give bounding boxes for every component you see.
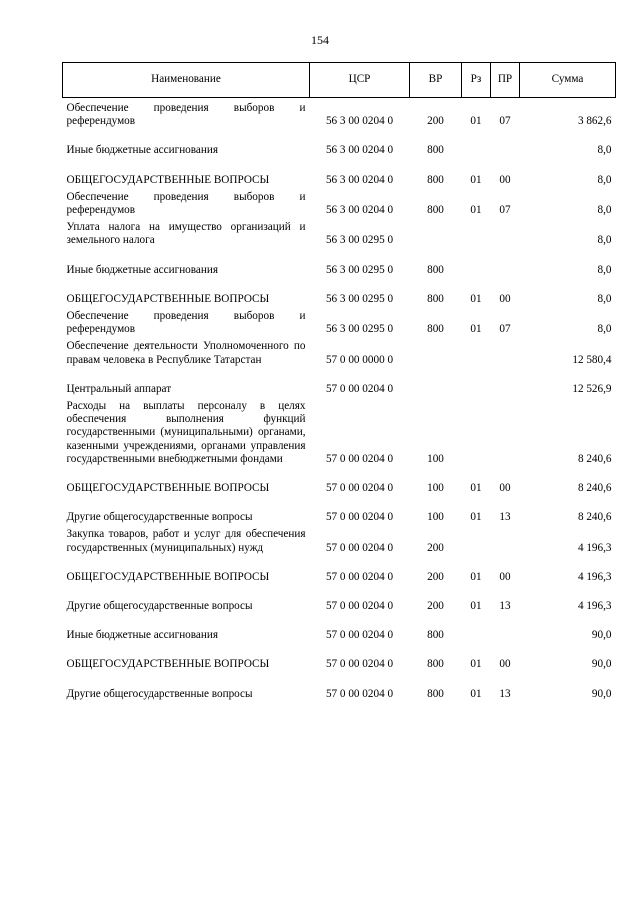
row-name: ОБЩЕГОСУДАРСТВЕННЫЕ ВОПРОСЫ xyxy=(66,658,270,671)
row-pr xyxy=(491,340,520,366)
table-row xyxy=(63,383,616,396)
table-row xyxy=(63,571,616,584)
row-rz xyxy=(462,264,491,277)
row-csr: 56 3 00 0204 0 xyxy=(325,204,394,217)
row-name: Другие общегосударственные вопросы xyxy=(66,600,253,613)
row-sum: 8,0 xyxy=(597,263,612,276)
row-pr: 00 xyxy=(499,658,511,671)
row-vr: 800 xyxy=(427,323,444,336)
row-vr: 800 xyxy=(427,144,444,157)
row-name: Расходы на выплаты персоналу в целях обеспечения выполнения функций государственными (муниципальными) органами, казенными учреждениями, органами управления государственными внебюджетными фондами xyxy=(66,400,306,465)
row-rz: 01 xyxy=(470,173,482,186)
row-csr: 57 0 00 0204 0 xyxy=(325,452,394,465)
row-sum: 8,0 xyxy=(597,323,612,336)
row-pr xyxy=(491,629,520,642)
row-rz: 01 xyxy=(470,511,482,524)
row-csr: 57 0 00 0204 0 xyxy=(325,629,394,642)
row-csr: 56 3 00 0295 0 xyxy=(325,292,394,305)
row-sum: 8,0 xyxy=(597,292,612,305)
row-csr: 57 0 00 0204 0 xyxy=(325,658,394,671)
row-sum: 8 240,6 xyxy=(577,511,612,524)
row-csr: 57 0 00 0204 0 xyxy=(325,687,394,700)
row-csr: 56 3 00 0204 0 xyxy=(325,144,394,157)
row-rz: 01 xyxy=(470,115,482,128)
row-sum: 4 196,3 xyxy=(577,570,612,583)
row-rz: 01 xyxy=(470,658,482,671)
row-sum: 3 862,6 xyxy=(577,115,612,128)
row-pr: 07 xyxy=(499,323,511,336)
table-row xyxy=(63,688,616,701)
row-vr xyxy=(410,340,462,366)
row-name: Обеспечение проведения выборов и референдумов xyxy=(66,190,306,217)
row-rz xyxy=(462,383,491,396)
row-csr: 57 0 00 0204 0 xyxy=(325,600,394,613)
row-vr xyxy=(410,383,462,396)
row-name: Другие общегосударственные вопросы xyxy=(66,511,253,524)
row-rz xyxy=(462,400,491,466)
row-name: Иные бюджетные ассигнования xyxy=(66,144,218,157)
table-row xyxy=(63,191,616,217)
row-name: Центральный аппарат xyxy=(66,382,172,395)
row-sum: 8,0 xyxy=(597,144,612,157)
row-pr: 13 xyxy=(499,600,511,613)
row-name: Иные бюджетные ассигнования xyxy=(66,263,218,276)
row-sum: 90,0 xyxy=(591,629,612,642)
table-row xyxy=(63,293,616,306)
table-row xyxy=(63,221,616,247)
row-name: ОБЩЕГОСУДАРСТВЕННЫЕ ВОПРОСЫ xyxy=(66,570,270,583)
row-vr: 200 xyxy=(427,600,444,613)
row-rz xyxy=(462,629,491,642)
table-row xyxy=(63,658,616,671)
row-pr: 13 xyxy=(499,687,511,700)
budget-table xyxy=(62,62,616,701)
row-sum: 12 526,9 xyxy=(572,382,612,395)
row-rz: 01 xyxy=(470,323,482,336)
row-csr: 56 3 00 0204 0 xyxy=(325,173,394,186)
row-name: Обеспечение деятельности Уполномоченного по правам человека в Республике Татарстан xyxy=(66,340,306,366)
row-vr: 800 xyxy=(427,204,444,217)
row-rz: 01 xyxy=(470,482,482,495)
row-csr: 56 3 00 0295 0 xyxy=(325,234,394,247)
row-csr: 56 3 00 0295 0 xyxy=(325,323,394,336)
header-pr: ПР xyxy=(491,63,520,98)
row-sum: 12 580,4 xyxy=(572,353,612,366)
row-csr: 57 0 00 0204 0 xyxy=(325,511,394,524)
header-name: Наименование xyxy=(63,63,310,98)
row-name: Обеспечение проведения выборов и референдумов xyxy=(66,310,306,336)
row-rz: 01 xyxy=(470,687,482,700)
header-sum: Сумма xyxy=(520,63,616,98)
row-rz xyxy=(462,528,491,554)
table-row xyxy=(63,482,616,495)
table-header-row xyxy=(63,63,616,98)
row-name: Другие общегосударственные вопросы xyxy=(66,687,253,700)
row-vr xyxy=(410,221,462,247)
row-vr: 800 xyxy=(427,629,444,642)
row-csr: 57 0 00 0204 0 xyxy=(325,541,394,554)
row-pr: 13 xyxy=(499,511,511,524)
row-vr: 800 xyxy=(427,263,444,276)
row-rz xyxy=(462,221,491,247)
header-rz: Рз xyxy=(462,63,491,98)
row-pr: 07 xyxy=(499,204,511,217)
row-sum: 4 196,3 xyxy=(577,541,612,554)
row-sum: 8,0 xyxy=(597,204,612,217)
row-vr: 100 xyxy=(427,452,444,465)
row-pr xyxy=(491,383,520,396)
row-sum: 8,0 xyxy=(597,173,612,186)
row-pr xyxy=(491,144,520,157)
row-rz: 01 xyxy=(470,292,482,305)
header-csr: ЦСР xyxy=(310,63,410,98)
table-row xyxy=(63,174,616,187)
row-name: ОБЩЕГОСУДАРСТВЕННЫЕ ВОПРОСЫ xyxy=(66,173,270,186)
row-csr: 56 3 00 0204 0 xyxy=(325,115,394,128)
row-pr: 07 xyxy=(499,115,511,128)
row-pr: 00 xyxy=(499,482,511,495)
row-vr: 200 xyxy=(427,570,444,583)
row-pr: 00 xyxy=(499,173,511,186)
page-number: 154 xyxy=(311,33,329,47)
row-csr: 57 0 00 0204 0 xyxy=(325,482,394,495)
row-name: Закупка товаров, работ и услуг для обеспечения государственных (муниципальных) нужд xyxy=(66,528,306,554)
table-row xyxy=(63,264,616,277)
row-sum: 8 240,6 xyxy=(577,452,612,465)
row-vr: 200 xyxy=(427,541,444,554)
row-pr xyxy=(491,221,520,247)
row-sum: 90,0 xyxy=(591,658,612,671)
row-csr: 57 0 00 0204 0 xyxy=(325,382,394,395)
table-row xyxy=(63,310,616,336)
row-rz xyxy=(462,144,491,157)
row-name: Обеспечение проведения выборов и референдумов xyxy=(66,102,306,128)
table-row xyxy=(63,629,616,642)
row-vr: 800 xyxy=(427,687,444,700)
row-csr: 56 3 00 0295 0 xyxy=(325,263,394,276)
row-pr xyxy=(491,400,520,466)
table-row xyxy=(63,400,616,466)
row-rz: 01 xyxy=(470,600,482,613)
row-sum: 90,0 xyxy=(591,687,612,700)
row-pr xyxy=(491,528,520,554)
row-sum: 8 240,6 xyxy=(577,482,612,495)
row-pr xyxy=(491,264,520,277)
row-vr: 800 xyxy=(427,292,444,305)
row-rz xyxy=(462,340,491,366)
row-pr: 00 xyxy=(499,292,511,305)
row-vr: 200 xyxy=(427,115,444,128)
row-csr: 57 0 00 0000 0 xyxy=(325,353,394,366)
header-vr: ВР xyxy=(410,63,462,98)
table-row xyxy=(63,511,616,524)
table-row xyxy=(63,528,616,554)
table-row xyxy=(63,340,616,366)
row-name: ОБЩЕГОСУДАРСТВЕННЫЕ ВОПРОСЫ xyxy=(66,292,270,305)
table-row xyxy=(63,144,616,157)
row-vr: 100 xyxy=(427,482,444,495)
table-row xyxy=(63,600,616,613)
row-name: ОБЩЕГОСУДАРСТВЕННЫЕ ВОПРОСЫ xyxy=(66,482,270,495)
row-name: Уплата налога на имущество организаций и земельного налога xyxy=(66,221,306,247)
row-csr: 57 0 00 0204 0 xyxy=(325,570,394,583)
row-name: Иные бюджетные ассигнования xyxy=(66,629,218,642)
row-sum: 8,0 xyxy=(597,234,612,247)
row-sum: 4 196,3 xyxy=(577,600,612,613)
row-pr: 00 xyxy=(499,570,511,583)
row-rz: 01 xyxy=(470,204,482,217)
row-vr: 800 xyxy=(427,658,444,671)
row-rz: 01 xyxy=(470,570,482,583)
row-vr: 100 xyxy=(427,511,444,524)
table-row xyxy=(63,102,616,128)
row-vr: 800 xyxy=(427,173,444,186)
